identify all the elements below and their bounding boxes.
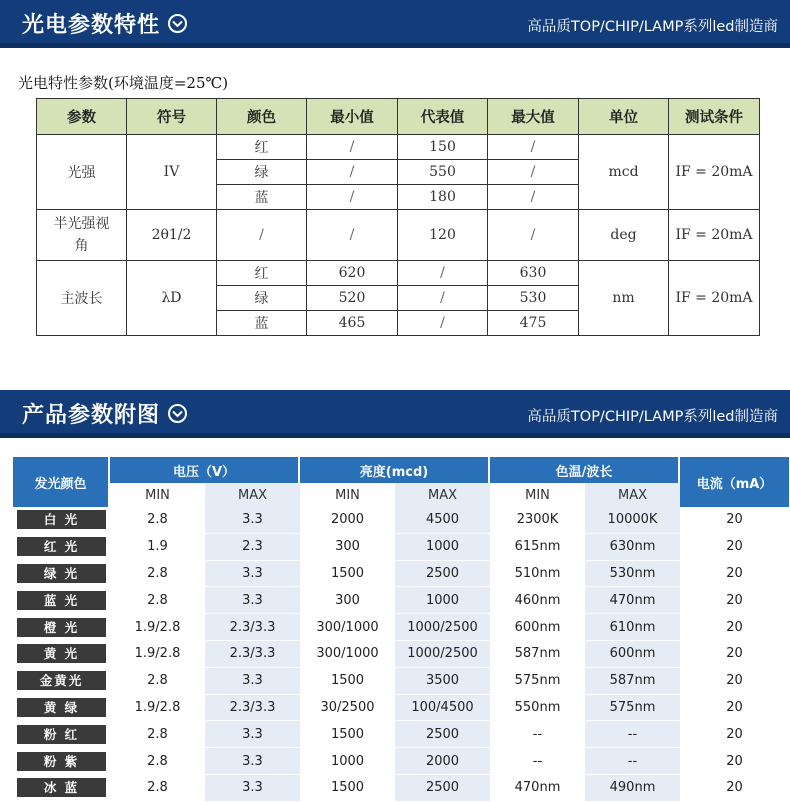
- vmax-cell: 3.3: [205, 748, 300, 775]
- tmax-cell: --: [585, 721, 680, 748]
- color-name-badge: 粉 红: [17, 725, 106, 744]
- vmin-cell: 1.9/2.8: [110, 641, 205, 668]
- condition-cell: IF = 20mA: [669, 135, 760, 210]
- tmax-cell: 470nm: [585, 587, 680, 614]
- current-cell: 20: [680, 748, 789, 775]
- condition-cell: IF = 20mA: [669, 210, 760, 261]
- table-row: [13, 534, 789, 561]
- color-name-cell: [13, 748, 110, 775]
- vmin-cell: 2.8: [110, 721, 205, 748]
- bmax-cell: 1000: [395, 587, 490, 614]
- color-name-badge: 冰 蓝: [17, 778, 106, 797]
- table-row: [13, 695, 789, 722]
- color-cell: 绿: [217, 286, 307, 311]
- table-row: [13, 507, 789, 534]
- table-row: [13, 668, 789, 695]
- bmax-cell: 100/4500: [395, 695, 490, 722]
- bmin-cell: 30/2500: [300, 695, 395, 722]
- bmin-cell: 1500: [300, 561, 395, 588]
- min-cell: 620: [307, 261, 398, 286]
- tmin-cell: 615nm: [490, 534, 585, 561]
- subheader-max: MAX: [205, 483, 300, 507]
- tmin-cell: 2300K: [490, 507, 585, 534]
- tmax-cell: 587nm: [585, 668, 680, 695]
- bmax-cell: 1000/2500: [395, 641, 490, 668]
- current-cell: 20: [680, 507, 789, 534]
- typ-cell: 120: [398, 210, 488, 261]
- section-title-text: 产品参数附图: [22, 403, 161, 428]
- vmax-cell: 2.3: [205, 534, 300, 561]
- banner-divider: [0, 43, 790, 48]
- table-row: [37, 210, 760, 261]
- table-row: [13, 775, 789, 802]
- tmin-cell: 460nm: [490, 587, 585, 614]
- color-name-badge: 蓝 光: [17, 591, 106, 610]
- color-cell: /: [217, 210, 307, 261]
- typ-cell: /: [398, 311, 488, 336]
- min-cell: 465: [307, 311, 398, 336]
- banner-tagline: 高品质TOP/CHIP/LAMP系列led制造商: [527, 409, 778, 425]
- unit-cell: nm: [579, 261, 669, 336]
- tmax-cell: 600nm: [585, 641, 680, 668]
- bmax-cell: 3500: [395, 668, 490, 695]
- table-row: [37, 135, 760, 160]
- chevron-down-icon[interactable]: [168, 14, 187, 33]
- tmax-cell: 10000K: [585, 507, 680, 534]
- symbol-cell: IV: [127, 135, 217, 210]
- current-cell: 20: [680, 641, 789, 668]
- tmin-cell: 510nm: [490, 561, 585, 588]
- color-name-cell: [13, 695, 110, 722]
- max-cell: /: [488, 210, 579, 261]
- bmin-cell: 1000: [300, 748, 395, 775]
- col-header: 测试条件: [669, 99, 760, 135]
- bmin-cell: 300/1000: [300, 614, 395, 641]
- bmin-cell: 1500: [300, 775, 395, 802]
- vmin-cell: 1.9/2.8: [110, 614, 205, 641]
- bmin-cell: 300: [300, 587, 395, 614]
- bmax-cell: 4500: [395, 507, 490, 534]
- vmin-cell: 2.8: [110, 507, 205, 534]
- chevron-down-icon[interactable]: [168, 404, 187, 423]
- subheader-min: MIN: [110, 483, 205, 507]
- param-cell: 半光强视角: [37, 210, 127, 261]
- tmax-cell: 610nm: [585, 614, 680, 641]
- vmin-cell: 2.8: [110, 587, 205, 614]
- table-row: [13, 641, 789, 668]
- unit-cell: deg: [579, 210, 669, 261]
- tmax-cell: 630nm: [585, 534, 680, 561]
- section-banner-photoelectric: [0, 0, 790, 48]
- tmin-cell: 587nm: [490, 641, 585, 668]
- banner-tagline: 高品质TOP/CHIP/LAMP系列led制造商: [527, 19, 778, 35]
- min-cell: 520: [307, 286, 398, 311]
- color-name-cell: [13, 507, 110, 534]
- table-row: [13, 748, 789, 775]
- symbol-cell: 2θ1/2: [127, 210, 217, 261]
- min-cell: /: [307, 160, 398, 185]
- condition-cell: IF = 20mA: [669, 261, 760, 336]
- tmin-cell: 550nm: [490, 695, 585, 722]
- tmin-cell: --: [490, 721, 585, 748]
- max-cell: 530: [488, 286, 579, 311]
- symbol-cell: λD: [127, 261, 217, 336]
- banner-divider: [0, 433, 790, 438]
- color-name-badge: 粉 紫: [17, 752, 106, 771]
- tmax-cell: 530nm: [585, 561, 680, 588]
- color-cell: 蓝: [217, 311, 307, 336]
- vmin-cell: 2.8: [110, 775, 205, 802]
- current-cell: 20: [680, 721, 789, 748]
- table-row: [13, 587, 789, 614]
- vmax-cell: 3.3: [205, 507, 300, 534]
- vmax-cell: 3.3: [205, 587, 300, 614]
- current-cell: 20: [680, 587, 789, 614]
- color-name-cell: [13, 561, 110, 588]
- vmin-cell: 1.9: [110, 534, 205, 561]
- min-cell: /: [307, 135, 398, 160]
- table-row: [13, 561, 789, 588]
- color-name-cell: [13, 641, 110, 668]
- bmax-cell: 1000/2500: [395, 614, 490, 641]
- col-header-current: 电流（mA）: [680, 457, 789, 507]
- bmin-cell: 2000: [300, 507, 395, 534]
- photoelectric-params-table: [36, 98, 760, 336]
- color-name-badge: 黄 绿: [17, 698, 106, 717]
- bmax-cell: 2500: [395, 561, 490, 588]
- subheader-max: MAX: [585, 483, 680, 507]
- vmax-cell: 2.3/3.3: [205, 695, 300, 722]
- col-header: 最大值: [488, 99, 579, 135]
- color-name-cell: [13, 534, 110, 561]
- section-title: [22, 8, 187, 39]
- bmax-cell: 1000: [395, 534, 490, 561]
- current-cell: 20: [680, 614, 789, 641]
- vmax-cell: 3.3: [205, 668, 300, 695]
- color-name-cell: [13, 775, 110, 802]
- bmax-cell: 2500: [395, 775, 490, 802]
- color-name-badge: 橙 光: [17, 618, 106, 637]
- typ-cell: 150: [398, 135, 488, 160]
- color-name-badge: 绿 光: [17, 564, 106, 583]
- col-header-color-temp: 色温/波长: [490, 457, 680, 483]
- color-name-badge: 黄 光: [17, 644, 106, 663]
- min-cell: /: [307, 210, 398, 261]
- color-cell: 红: [217, 261, 307, 286]
- vmax-cell: 2.3/3.3: [205, 641, 300, 668]
- tmax-cell: 490nm: [585, 775, 680, 802]
- vmax-cell: 3.3: [205, 721, 300, 748]
- color-cell: 蓝: [217, 185, 307, 210]
- tmin-cell: 470nm: [490, 775, 585, 802]
- vmax-cell: 2.3/3.3: [205, 614, 300, 641]
- max-cell: 630: [488, 261, 579, 286]
- table-row: [37, 261, 760, 286]
- vmin-cell: 2.8: [110, 668, 205, 695]
- tmax-cell: --: [585, 748, 680, 775]
- color-name-badge: 红 光: [17, 537, 106, 556]
- col-header-voltage: 电压（V）: [110, 457, 300, 483]
- typ-cell: 550: [398, 160, 488, 185]
- col-header-color: 发光颜色: [13, 457, 110, 507]
- typ-cell: /: [398, 286, 488, 311]
- unit-cell: mcd: [579, 135, 669, 210]
- vmax-cell: 3.3: [205, 775, 300, 802]
- product-params-table: [13, 457, 789, 802]
- max-cell: /: [488, 185, 579, 210]
- color-cell: 绿: [217, 160, 307, 185]
- current-cell: 20: [680, 668, 789, 695]
- min-cell: /: [307, 185, 398, 210]
- color-cell: 红: [217, 135, 307, 160]
- bmax-cell: 2000: [395, 748, 490, 775]
- vmin-cell: 2.8: [110, 748, 205, 775]
- color-name-cell: [13, 587, 110, 614]
- color-name-cell: [13, 614, 110, 641]
- tmin-cell: 600nm: [490, 614, 585, 641]
- col-header: 最小值: [307, 99, 398, 135]
- bmin-cell: 1500: [300, 721, 395, 748]
- current-cell: 20: [680, 775, 789, 802]
- subheader-min: MIN: [300, 483, 395, 507]
- table-row: [13, 721, 789, 748]
- vmin-cell: 2.8: [110, 561, 205, 588]
- color-name-badge: 金黄光: [17, 671, 106, 690]
- col-header: 代表值: [398, 99, 488, 135]
- color-name-cell: [13, 668, 110, 695]
- typ-cell: 180: [398, 185, 488, 210]
- section-title-text: 光电参数特性: [22, 13, 161, 38]
- subheader-min: MIN: [490, 483, 585, 507]
- section-title: [22, 398, 187, 429]
- col-header: 单位: [579, 99, 669, 135]
- max-cell: 475: [488, 311, 579, 336]
- typ-cell: /: [398, 261, 488, 286]
- vmin-cell: 1.9/2.8: [110, 695, 205, 722]
- table-caption: 光电特性参数(环境温度=25℃): [18, 74, 229, 92]
- current-cell: 20: [680, 534, 789, 561]
- vmax-cell: 3.3: [205, 561, 300, 588]
- max-cell: /: [488, 135, 579, 160]
- param-cell: 光强: [37, 135, 127, 210]
- table-header-row: [37, 99, 760, 135]
- col-header: 符号: [127, 99, 217, 135]
- max-cell: /: [488, 160, 579, 185]
- section-banner-product-params: [0, 390, 790, 438]
- col-header: 颜色: [217, 99, 307, 135]
- col-header: 参数: [37, 99, 127, 135]
- current-cell: 20: [680, 695, 789, 722]
- col-header-brightness: 亮度(mcd): [300, 457, 490, 483]
- subheader-max: MAX: [395, 483, 490, 507]
- tmin-cell: --: [490, 748, 585, 775]
- param-cell: 主波长: [37, 261, 127, 336]
- tmax-cell: 575nm: [585, 695, 680, 722]
- bmin-cell: 1500: [300, 668, 395, 695]
- color-name-cell: [13, 721, 110, 748]
- bmax-cell: 2500: [395, 721, 490, 748]
- current-cell: 20: [680, 561, 789, 588]
- tmin-cell: 575nm: [490, 668, 585, 695]
- color-name-badge: 白 光: [17, 510, 106, 529]
- bmin-cell: 300/1000: [300, 641, 395, 668]
- table-row: [13, 614, 789, 641]
- bmin-cell: 300: [300, 534, 395, 561]
